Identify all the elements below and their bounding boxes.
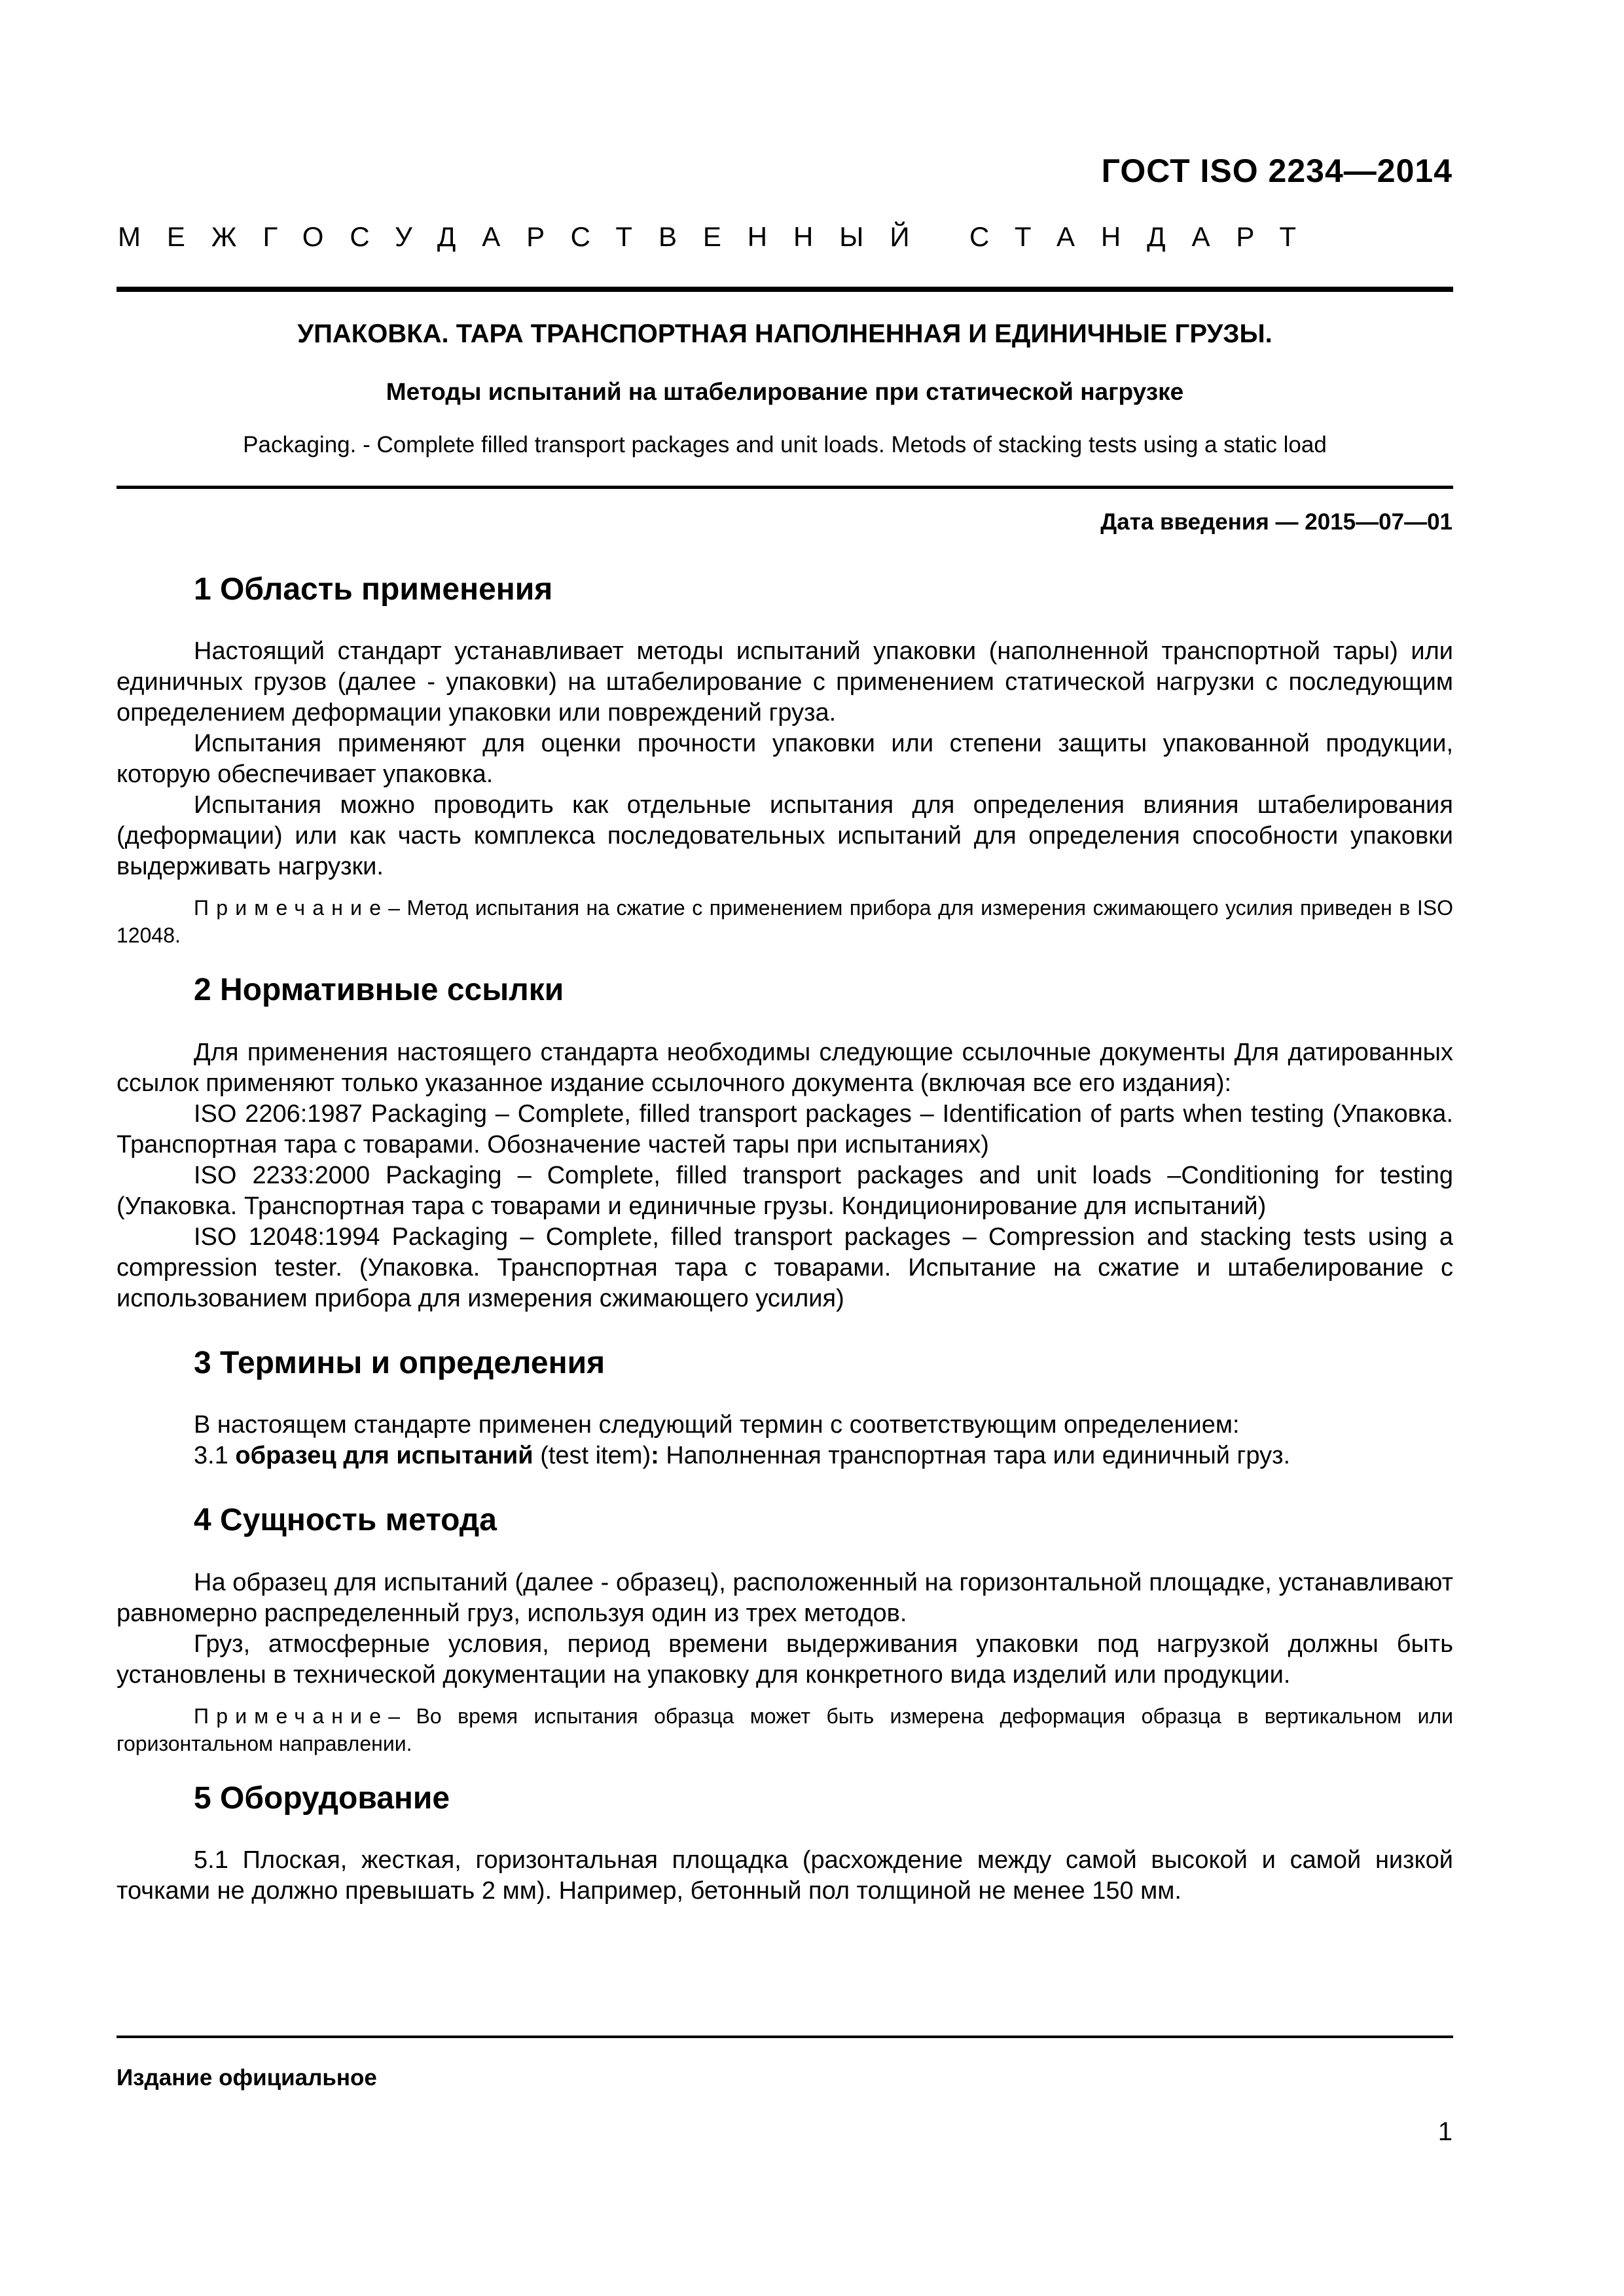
section-normative-references	[117, 970, 1453, 1314]
document-subtitle: Методы испытаний на штабелирование при статической нагрузке	[386, 378, 1184, 405]
document-number: ГОСТ ISO 2234—2014	[1101, 152, 1453, 189]
document-title: УПАКОВКА. ТАРА ТРАНСПОРТНАЯ НАПОЛНЕННАЯ И ЕДИНИЧНЫЕ ГРУЗЫ.	[297, 319, 1272, 348]
paragraph: 5.1 Плоская, жесткая, горизонтальная площадка (расхождение между самой высокой и самой низкой точками не должно превышать 2 мм). Например, бетонный пол толщиной не менее 150 мм.	[117, 1846, 1453, 1905]
note-label: Примечание	[194, 896, 389, 920]
section-heading: 4 Сущность метода	[194, 1503, 497, 1538]
reference-item: ISO 2233:2000 Packaging – Complete, filled transport packages and unit loads –Conditioning for testing (Упаковка. Транспортная тара с товарами и единичные грузы. Кондиционирование для испытаний)	[117, 1161, 1453, 1220]
document-title-english: Packaging. - Complete filled transport packages and unit loads. Metods of stacking tests using a static load	[243, 432, 1327, 457]
paragraph: Настоящий стандарт устанавливает методы испытаний упаковки (наполненной транспортной тары) или единичных грузов (далее - упаковки) на штабелирование с применением статической нагрузки с последующим определением деформации упаковки или повреждений груза.	[117, 637, 1453, 727]
standard-type: МЕЖГОСУДАРСТВЕННЫЙ СТАНДАРТ	[118, 221, 1322, 252]
paragraph: Испытания можно проводить как отдельные испытания для определения влияния штабелирования (деформации) или как часть комплекса последовательных испытаний для определения способности упаковки выдерживать нагрузки.	[117, 791, 1453, 881]
term-english: (test item)	[533, 1442, 651, 1470]
page-number: 1	[1437, 2117, 1453, 2146]
reference-item: ISO 12048:1994 Packaging – Complete, filled transport packages – Compression and stacking tests using a compression tester. (Упаковка. Транспортная тара с товарами. Испытание на сжатие и штабелирование с использованием прибора для измерения сжимающего усилия)	[117, 1223, 1453, 1312]
term-text: Наполненная транспортная тара или единичный груз.	[659, 1442, 1291, 1470]
paragraph: На образец для испытаний (далее - образец), расположенный на горизонтальной площадке, устанавливают равномерно распределенный груз, используя один из трех методов.	[117, 1568, 1453, 1627]
document-body	[117, 569, 1453, 1907]
term-number: 3.1	[194, 1442, 236, 1470]
note-label: Примечание	[194, 1704, 389, 1728]
term-name: образец для испытаний	[235, 1442, 533, 1470]
paragraph: Испытания применяют для оценки прочности упаковки или степени защиты упакованной продукции, которую обеспечивает упаковка.	[117, 730, 1453, 789]
section-equipment	[117, 1778, 1453, 1907]
section-method-principle	[117, 1500, 1453, 1757]
section-scope	[117, 569, 1453, 949]
note-text: – Метод испытания на сжатие с применением прибора для измерения сжимающего усилия приведен в ISO 12048.	[117, 896, 1453, 948]
note-text: – Во время испытания образца может быть измерена деформация образца в вертикальном или горизонтальном направлении.	[117, 1704, 1453, 1755]
section-terms	[117, 1343, 1453, 1471]
title-rule	[117, 486, 1453, 489]
section-heading: 2 Нормативные ссылки	[194, 973, 564, 1008]
paragraph: Для применения настоящего стандарта необходимы следующие ссылочные документы Для датированных ссылок применяют только указанное издание ссылочного документа (включая все его издания):	[117, 1038, 1453, 1097]
reference-item: ISO 2206:1987 Packaging – Complete, filled transport packages – Identification of parts when testing (Упаковка. Транспортная тара с товарами. Обозначение частей тары при испытаниях)	[117, 1100, 1453, 1158]
section-heading: 5 Оборудование	[194, 1780, 450, 1816]
section-heading: 1 Область применения	[194, 572, 553, 607]
term-definition	[117, 1441, 1453, 1471]
section-heading: 3 Термины и определения	[194, 1345, 605, 1380]
note	[117, 894, 1453, 949]
edition-label: Издание официальное	[117, 2065, 377, 2090]
term-colon: :	[651, 1442, 659, 1470]
footer-rule	[117, 2036, 1453, 2038]
note	[117, 1702, 1453, 1757]
header-thick-rule	[117, 287, 1453, 292]
paragraph: Груз, атмосферные условия, период времени выдерживания упаковки под нагрузкой должны быть установлены в технической документации на упаковку для конкретного вида изделий или продукции.	[117, 1630, 1453, 1689]
paragraph: В настоящем стандарте применен следующий термин с соответствующим определением:	[194, 1411, 1240, 1439]
introduction-date: Дата введения — 2015—07—01	[1100, 509, 1453, 535]
